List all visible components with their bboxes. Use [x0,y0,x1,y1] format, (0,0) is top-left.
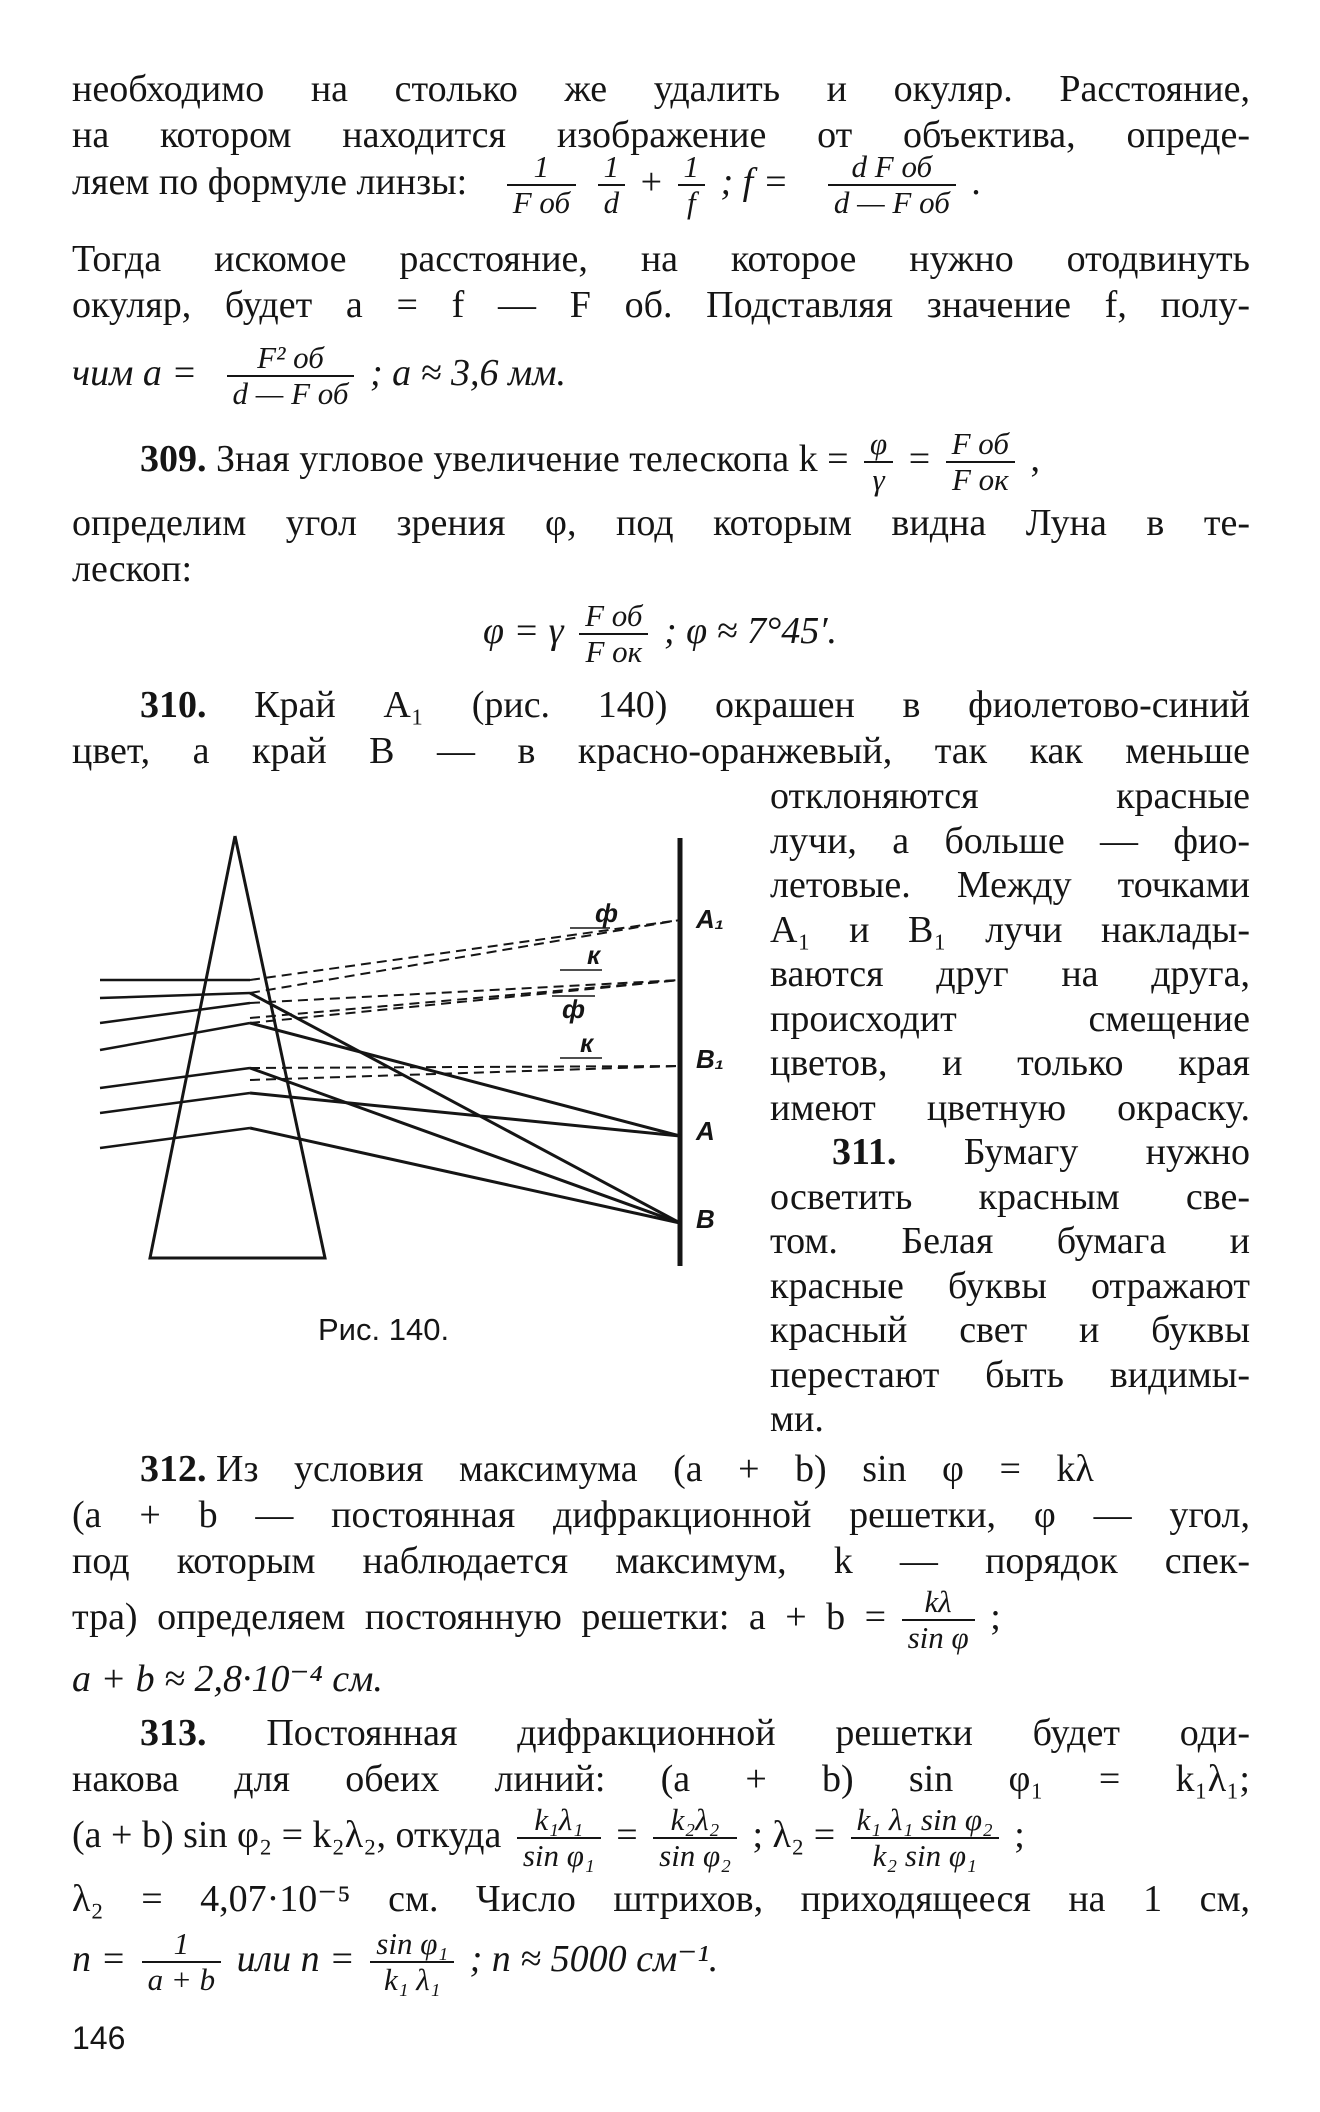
text-span: n = [72,1938,127,1980]
fraction: $\frac{\text{k₁λ₁}}{\text{sin φ₁}}$ [517,1803,601,1873]
punctuation: ; [990,1596,1001,1638]
wrapped-text-311 [770,1130,1250,1442]
problem-number: 312. [140,1448,207,1490]
operator: + [640,161,662,203]
punctuation: ; [1014,1814,1025,1856]
fraction: $\frac{\text{sin φ₁}}{\text{k₁ λ₁}}$ [370,1927,454,1997]
text-line: цвет, а край B — в красно-оранжевый, так как меньше [72,730,1250,772]
operator: ; f = [720,161,789,203]
label-B1: B₁ [696,1044,724,1074]
fraction: $\frac{\text{d F об}}{\text{d — F об}}$ [828,150,956,220]
text-span: (a + b) sin φ₂ = k₂λ₂, откуда [72,1814,502,1856]
text-line: происходит смещение [770,997,1250,1040]
formula-phi [0,596,1320,670]
text-line: накова для обеих линий: (a + b) sin φ₁ = k₁λ₁; [72,1758,1250,1800]
fraction: $\frac{1}{d}$ [598,150,626,220]
text-span: φ = γ [482,610,564,652]
fraction: $\frac{k\lambda}{\text{sin φ}}$ [902,1585,975,1655]
label-k-lower: к [580,1028,594,1058]
label-A1: A₁ [696,904,724,934]
figure-caption: Рис. 140. [318,1312,450,1347]
text-line: отклоняются красные [770,775,1250,817]
text-line: ми. [770,1398,824,1440]
operator: = [616,1814,638,1856]
text-line: определим угол зрения φ, под которым видна Луна в те- [72,502,1250,544]
problem-number: 310. [140,684,207,726]
text-span: или n = [236,1938,355,1980]
incident-rays [100,980,250,1148]
refracted-rays [250,993,680,1223]
label-A: A [696,1116,715,1146]
text-line: лучи, а больше — фио- [770,819,1250,862]
text-line-lens-formula [72,149,1250,221]
text-line-309 [72,426,1250,498]
dashed-rays [250,920,680,1080]
text-span: ; λ₂ = [752,1814,836,1856]
text-line-lambda [72,1800,1250,1874]
text-span: Зная угловое увеличение телескопа k = [216,438,849,480]
fraction: $\frac{\text{k₁ λ₁ sin φ₂}}{\text{k₂ sin φ₁}}$ [851,1803,999,1873]
text-span: ; φ ≈ 7°45′. [663,610,838,652]
text-line: том. Белая бумага и [770,1220,1250,1262]
text-line-313 [72,1710,1250,1756]
text-line: ваются друг на друга, [770,953,1250,995]
label-k-upper: к [587,940,601,970]
text-line: имеют цветную окраску. [770,1086,1250,1129]
text-span: ; a ≈ 3,6 мм. [369,352,566,394]
text-line: 311. Бумагу нужно [832,1131,1250,1173]
text-line: A₁ и B₁ лучи наклады- [770,908,1250,951]
label-phi-upper: ф [595,898,619,928]
fraction: $\frac{1}{a + b}$ [142,1927,221,1997]
label-phi-lower: ф [562,994,586,1024]
text-line: λ₂ = 4,07·10⁻⁵ см. Число штрихов, приходящееся на 1 см, [72,1878,1250,1920]
text-span: чим a = [72,352,198,394]
text-line: a + b ≈ 2,8·10⁻⁴ см. [72,1658,383,1700]
text-line-formula [72,338,1250,412]
text-line: красные буквы отражают [770,1264,1250,1307]
label-B: B [696,1204,715,1234]
text-span: тра) определяем постоянную решетки: a + b = [72,1596,887,1638]
text-line: (a + b — постоянная дифракционной решетки, φ — угол, [72,1494,1250,1536]
text-span: Постоянная дифракционной решетки будет оди- [266,1712,1250,1754]
fraction: $\frac{\varphi}{\gamma}$ [864,427,893,497]
text-line: на котором находится изображение от объектива, опреде- [72,114,1250,156]
text-span: ляем по формуле линзы: [72,161,468,203]
text-line: перестают быть видимы- [770,1353,1250,1396]
prism-outline [150,836,325,1258]
text-line-grating [72,1584,1250,1656]
text-line: необходимо на столько же удалить и окуляр. Расстояние, [72,68,1250,110]
fraction: $\frac{1}{\text{F об}}$ [507,150,576,220]
text-line-lines-count [72,1924,1250,1998]
text-span: ; n ≈ 5000 см⁻¹. [469,1938,719,1980]
text-line: лескоп: [72,548,193,590]
text-line: летовые. Между точками [770,864,1250,906]
operator: = [908,438,931,480]
text-line: красный свет и буквы [770,1309,1250,1351]
wrapped-text-310 [770,774,1250,1130]
text-line: окуляр, будет a = f — F об. Подставляя значение f, полу- [72,284,1250,326]
figure-prism-dispersion [90,818,750,1298]
fraction: $\frac{1}{f}$ [678,150,706,220]
fraction: $\frac{\text{F об}}{\text{F ок}}$ [946,427,1015,497]
text-line: под которым наблюдается максимум, k — порядок спек- [72,1540,1250,1582]
punctuation: . [971,161,981,203]
page-number: 146 [72,2020,126,2056]
problem-number: 313. [140,1712,207,1754]
text-line-312 [72,1446,1250,1492]
text-line-310 [72,682,1250,728]
text-span: Край A₁ (рис. 140) окрашен в фиолетово-синий [254,684,1251,726]
text-span: Из условия максимума (a + b) sin φ = kλ [216,1448,1094,1490]
punctuation: , [1030,438,1040,480]
problem-number: 309. [140,438,207,480]
text-line: Тогда искомое расстояние, на которое нужно отодвинуть [72,238,1250,280]
fraction: $\frac{\text{k₂λ₂}}{\text{sin φ₂}}$ [653,1803,737,1873]
text-line: цветов, и только края [770,1042,1250,1084]
fraction: $\frac{\text{F² об}}{\text{d — F об}}$ [227,341,355,411]
text-line: осветить красным све- [770,1175,1250,1218]
fraction: $\frac{\text{F об}}{\text{F ок}}$ [579,599,648,669]
